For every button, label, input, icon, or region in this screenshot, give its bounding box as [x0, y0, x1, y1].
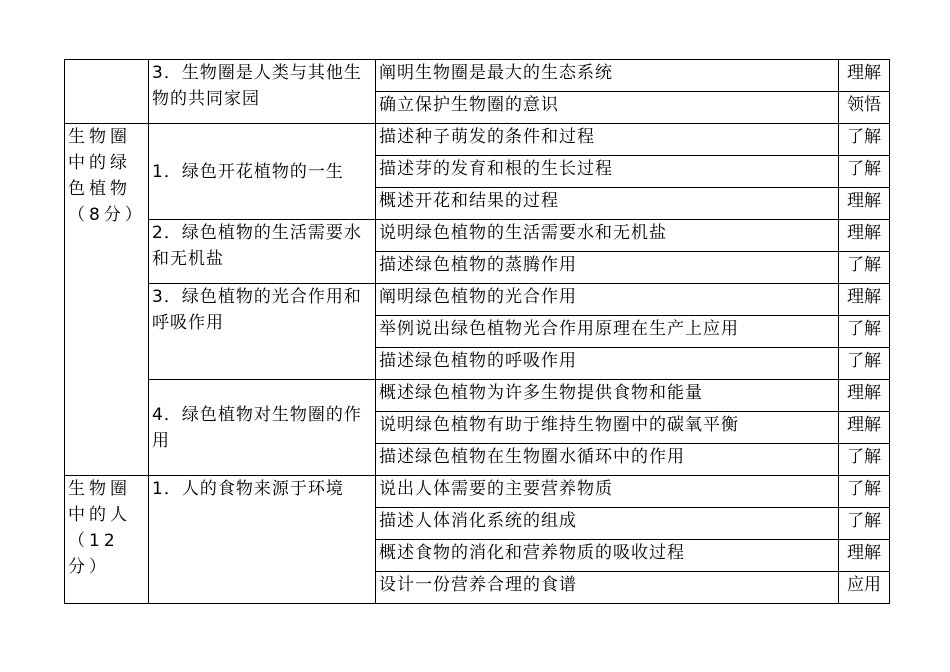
goal-cell: 举例说出绿色植物光合作用原理在生产上应用 [376, 316, 839, 348]
goal-cell: 概述绿色植物为许多生物提供食物和能量 [376, 380, 839, 412]
level-cell: 理解 [839, 412, 890, 444]
goal-cell: 描述人体消化系统的组成 [376, 508, 839, 540]
level-cell: 了解 [839, 156, 890, 188]
goal-cell: 描述绿色植物的蒸腾作用 [376, 252, 839, 284]
unit-cell: 2．绿色植物的生活需要水和无机盐 [149, 220, 376, 284]
level-cell: 了解 [839, 124, 890, 156]
goal-cell: 阐明生物圈是最大的生态系统 [376, 60, 839, 92]
level-cell: 领悟 [839, 92, 890, 124]
goal-cell: 描述绿色植物的呼吸作用 [376, 348, 839, 380]
goal-cell: 设计一份营养合理的食谱 [376, 572, 839, 604]
goal-cell: 概述食物的消化和营养物质的吸收过程 [376, 540, 839, 572]
level-cell: 了解 [839, 316, 890, 348]
level-cell: 了解 [839, 252, 890, 284]
topic-cell: 生物圈中的绿色植物（8分） [65, 124, 149, 476]
goal-cell: 概述开花和结果的过程 [376, 188, 839, 220]
goal-cell: 说出人体需要的主要营养物质 [376, 476, 839, 508]
goal-cell: 描述芽的发育和根的生长过程 [376, 156, 839, 188]
goal-cell: 描述绿色植物在生物圈水循环中的作用 [376, 444, 839, 476]
goal-cell: 说明绿色植物有助于维持生物圈中的碳氧平衡 [376, 412, 839, 444]
table-row [65, 284, 890, 316]
goal-cell: 描述种子萌发的条件和过程 [376, 124, 839, 156]
table-row [65, 380, 890, 412]
level-cell: 了解 [839, 444, 890, 476]
table-row [65, 124, 890, 156]
unit-cell: 1．人的食物来源于环境 [149, 476, 376, 604]
unit-cell: 1．绿色开花植物的一生 [149, 124, 376, 220]
level-cell: 理解 [839, 380, 890, 412]
table-row [65, 220, 890, 252]
level-cell: 理解 [839, 220, 890, 252]
topic-cell [65, 60, 149, 124]
unit-cell: 3．生物圈是人类与其他生物的共同家园 [149, 60, 376, 124]
goal-cell: 确立保护生物圈的意识 [376, 92, 839, 124]
level-cell: 了解 [839, 508, 890, 540]
level-cell: 理解 [839, 284, 890, 316]
table-row [65, 476, 890, 508]
unit-cell: 3．绿色植物的光合作用和呼吸作用 [149, 284, 376, 380]
table-row [65, 60, 890, 92]
unit-cell: 4．绿色植物对生物圈的作用 [149, 380, 376, 476]
level-cell: 了解 [839, 348, 890, 380]
goal-cell: 说明绿色植物的生活需要水和无机盐 [376, 220, 839, 252]
level-cell: 理解 [839, 188, 890, 220]
curriculum-table [64, 59, 890, 604]
topic-cell: 生物圈中的人（12分） [65, 476, 149, 604]
goal-cell: 阐明绿色植物的光合作用 [376, 284, 839, 316]
level-cell: 理解 [839, 540, 890, 572]
level-cell: 了解 [839, 476, 890, 508]
level-cell: 应用 [839, 572, 890, 604]
level-cell: 理解 [839, 60, 890, 92]
